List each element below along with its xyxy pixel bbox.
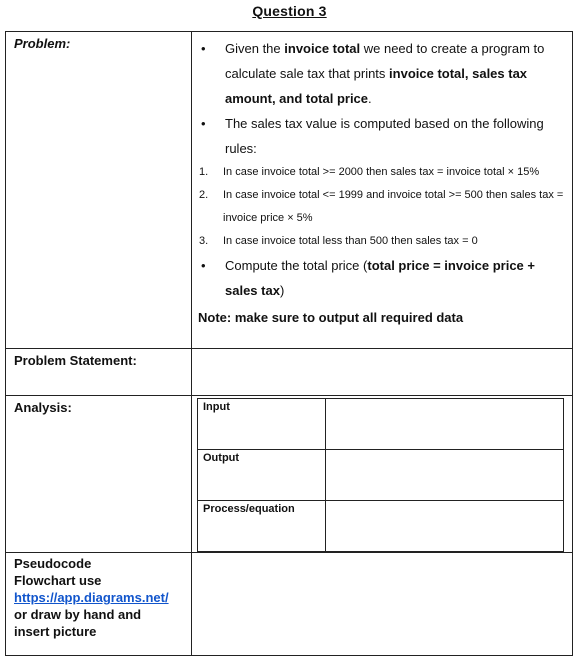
analysis-content-cell [192,396,573,553]
statement-label-cell [6,349,192,396]
process-answer-cell[interactable] [326,501,564,552]
pseudocode-label-cell [6,553,192,656]
rule-item: 3. In case invoice total less than 500 then sales tax = 0 [199,235,478,247]
analysis-input-row [198,399,564,450]
output-answer-cell[interactable] [326,450,564,501]
problem-bullet-2: • The sales tax value is computed based on the following rules: [198,111,564,161]
problem-label-cell [6,32,192,349]
bullet-icon: • [201,41,206,56]
problem-bullet-1: • Given the invoice total we need to create a program to calculate sale tax that prints invoice total, sales tax amount, and total price. [198,36,564,111]
insert-picture-label: insert picture [14,624,97,639]
analysis-output-row [198,450,564,501]
statement-row [6,349,573,396]
statement-answer-cell[interactable] [192,349,573,396]
output-label: Output [198,450,326,501]
input-label: Input [198,399,326,450]
problem-bullet-3: • Compute the total price (total price = invoice price + sales tax) [198,253,564,303]
analysis-row [6,396,573,553]
diagrams-link[interactable]: https://app.diagrams.net/ [14,590,169,605]
problem-row [6,32,573,349]
pseudocode-answer-cell[interactable] [192,553,573,656]
note-text: Note: make sure to output all required data [198,310,464,325]
page-title: Question 3 [252,3,327,19]
bullet-icon: • [201,258,206,273]
flowchart-label: Flowchart use [14,573,102,588]
problem-content-cell [192,32,573,349]
bullet-icon: • [201,116,206,131]
input-answer-cell[interactable] [326,399,564,450]
analysis-label: Analysis: [14,400,72,415]
pseudocode-label: Pseudocode [14,556,92,571]
pseudocode-row [6,553,573,656]
rule-item: 1. In case invoice total >= 2000 then sales tax = invoice total × 15% [199,166,540,178]
analysis-table [197,398,564,552]
analysis-process-row [198,501,564,552]
analysis-label-cell [6,396,192,553]
rule-item: 2. In case invoice total <= 1999 and invoice total >= 500 then sales tax = invoice price × 5% [199,189,564,224]
question-table [5,31,573,656]
statement-label: Problem Statement: [14,353,137,368]
process-label: Process/equation [198,501,326,552]
problem-label: Problem: [14,36,71,51]
draw-hand-label: or draw by hand and [14,607,142,622]
